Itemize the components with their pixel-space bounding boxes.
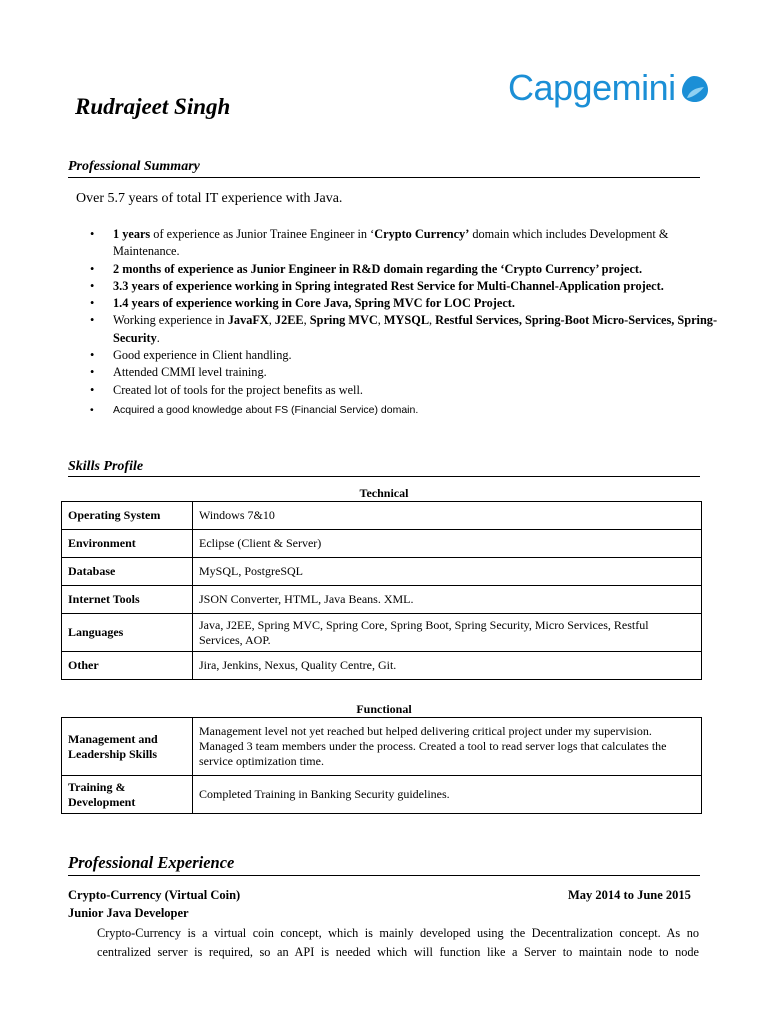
bullet-text: , bbox=[377, 313, 384, 328]
summary-bullet bbox=[90, 382, 720, 399]
project-description-line: centralized server is required, so an API is needed which will function like a Server to maintain node to node bbox=[97, 945, 699, 959]
skill-value: Jira, Jenkins, Nexus, Quality Centre, Git. bbox=[193, 652, 702, 680]
skill-value: Completed Training in Banking Security guidelines. bbox=[193, 776, 702, 814]
bullet-text: Created lot of tools for the project benefits as well. bbox=[113, 382, 363, 397]
bullet-text: 1.4 years of experience working in Core Java, Spring MVC for LOC Project. bbox=[113, 296, 515, 311]
summary-bullet bbox=[90, 295, 720, 312]
bullet-text: 2 months of experience as Junior Engineer in R&D domain regarding the ‘Crypto Currency’ project. bbox=[113, 261, 643, 276]
bullet-text: MYSQL bbox=[383, 313, 430, 328]
section-divider bbox=[68, 875, 700, 876]
table-row bbox=[62, 776, 702, 814]
project-name: Crypto-Currency (Virtual Coin) bbox=[68, 888, 241, 902]
table-row bbox=[62, 586, 702, 614]
table-row bbox=[62, 718, 702, 776]
skill-category: Languages bbox=[62, 614, 193, 652]
functional-skills-table bbox=[61, 717, 702, 814]
skill-category: Environment bbox=[62, 530, 193, 558]
skill-category: Operating System bbox=[62, 502, 193, 530]
section-title-summary: Professional Summary bbox=[68, 159, 200, 174]
bullet-text: Attended CMMI level training. bbox=[113, 365, 267, 380]
bullet-text: domain which includes Development & Maintenance. bbox=[113, 227, 669, 259]
bullet-text: Crypto Currency’ bbox=[374, 227, 470, 241]
bullet-text: JavaFX bbox=[227, 313, 269, 328]
skill-value: Management level not yet reached but helped delivering critical project under my supervision. Managed 3 team members under the process. Created a tool to read server logs that calculates the service optimization time. bbox=[193, 718, 702, 776]
summary-bullet bbox=[90, 278, 720, 295]
skill-category: Management and Leadership Skills bbox=[62, 718, 193, 776]
table-row bbox=[62, 558, 702, 586]
bullet-text: J2EE bbox=[274, 313, 304, 328]
summary-bullet bbox=[90, 312, 720, 347]
bullet-text: . bbox=[156, 330, 160, 345]
summary-bullet bbox=[90, 402, 720, 419]
spade-icon bbox=[678, 72, 710, 104]
skill-category: Other bbox=[62, 652, 193, 680]
project-description-line: Crypto-Currency is a virtual coin concept, which is mainly developed using the Decentralization concept. As no bbox=[97, 926, 699, 940]
skill-category: Database bbox=[62, 558, 193, 586]
bullet-text: Spring MVC bbox=[309, 313, 378, 328]
summary-bullet bbox=[90, 261, 720, 278]
skill-category: Internet Tools bbox=[62, 586, 193, 614]
skill-value: JSON Converter, HTML, Java Beans. XML. bbox=[193, 586, 702, 614]
bullet-text: of experience as Junior Trainee Engineer in ‘ bbox=[150, 227, 375, 241]
section-divider bbox=[68, 177, 700, 178]
logo-wordmark: Capgemini bbox=[508, 67, 676, 108]
table-row bbox=[62, 530, 702, 558]
section-title-skills: Skills Profile bbox=[68, 459, 144, 474]
table-row bbox=[62, 502, 702, 530]
bullet-text: 3.3 years of experience working in Spring integrated Rest Service for Multi-Channel-Application project. bbox=[113, 278, 664, 293]
section-title-experience: Professional Experience bbox=[68, 853, 235, 872]
skill-value: Java, J2EE, Spring MVC, Spring Core, Spring Boot, Spring Security, Micro Services, Restful Services, AOP. bbox=[193, 614, 702, 652]
project-dates: May 2014 to June 2015 bbox=[568, 888, 691, 902]
section-divider bbox=[68, 476, 700, 477]
skill-value: Eclipse (Client & Server) bbox=[193, 530, 702, 558]
bullet-text: Working experience in bbox=[113, 313, 228, 328]
functional-caption: Functional bbox=[356, 702, 412, 716]
summary-lead: Over 5.7 years of total IT experience with Java. bbox=[76, 191, 343, 206]
skill-category: Training & Development bbox=[62, 776, 193, 814]
company-logo bbox=[508, 66, 708, 110]
table-row bbox=[62, 614, 702, 652]
skill-value: MySQL, PostgreSQL bbox=[193, 558, 702, 586]
bullet-text: , bbox=[268, 313, 275, 328]
bullet-text: Good experience in Client handling. bbox=[113, 348, 292, 363]
technical-caption: Technical bbox=[359, 486, 409, 500]
technical-skills-table bbox=[61, 501, 702, 680]
skill-value: Windows 7&10 bbox=[193, 502, 702, 530]
candidate-name: Rudrajeet Singh bbox=[75, 94, 231, 119]
summary-bullet bbox=[90, 364, 720, 381]
bullet-text: , bbox=[429, 313, 436, 328]
bullet-text: 1 years bbox=[113, 227, 151, 241]
bullet-text: Restful Services, Spring-Boot Micro-Services, Spring-Security bbox=[113, 313, 718, 345]
bullet-text: , bbox=[303, 313, 310, 328]
summary-bullet bbox=[90, 347, 720, 364]
summary-bullet bbox=[90, 226, 720, 261]
summary-bullet-list bbox=[90, 226, 720, 419]
job-role: Junior Java Developer bbox=[68, 906, 189, 920]
table-row bbox=[62, 652, 702, 680]
bullet-text: Acquired a good knowledge about FS (Financial Service) domain. bbox=[113, 403, 419, 416]
